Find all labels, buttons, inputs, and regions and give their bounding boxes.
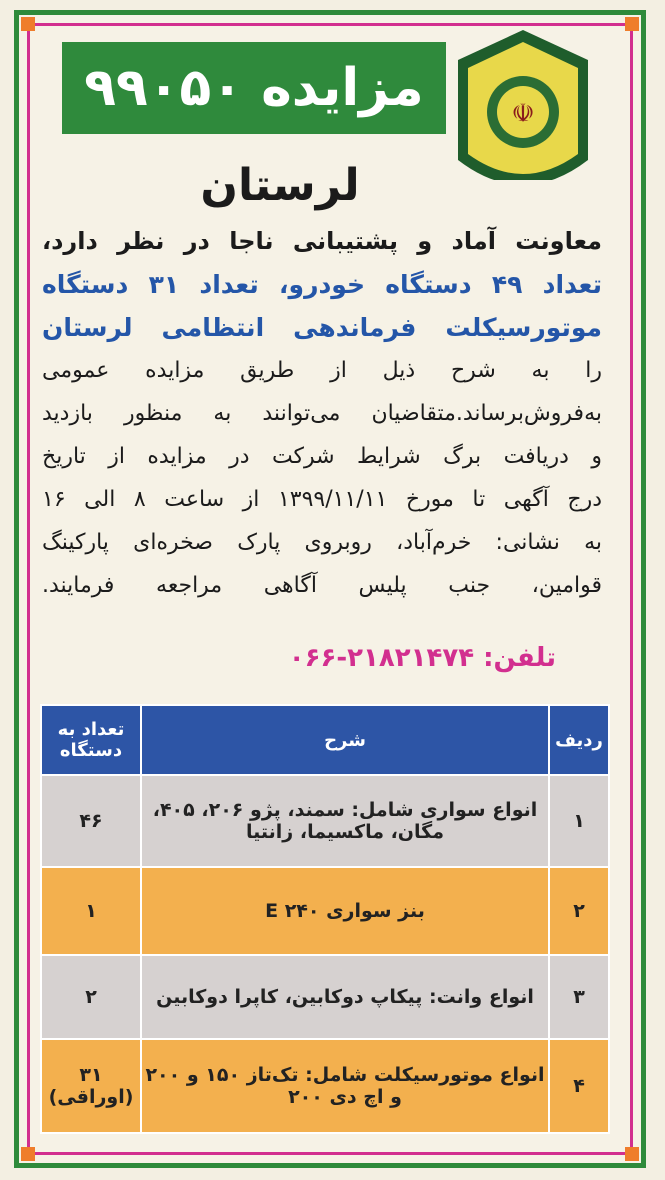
row-number: ۳ xyxy=(549,955,609,1039)
body-line: را به شرح ذیل از طریق مزایده عمومی xyxy=(42,358,602,383)
auction-title: مزایده ۹۹۰۵۰ xyxy=(84,58,424,118)
body-line: معاونت آماد و پشتیبانی ناجا در نظر دارد، xyxy=(42,227,602,255)
province-heading: لرستان xyxy=(200,160,360,211)
body-line: موتورسیکلت فرماندهی انتظامی لرستان xyxy=(42,313,602,342)
body-line: و دریافت برگ شرایط شرکت در مزایده از تاریخ xyxy=(42,444,602,469)
table-row xyxy=(41,955,609,1039)
body-line: تعداد ۴۹ دستگاه خودرو، تعداد ۳۱ دستگاه xyxy=(42,270,602,299)
row-description: انواع وانت: پیکاپ دوکابین، کاپرا دوکابین xyxy=(141,955,549,1039)
row-count: ۲ xyxy=(41,955,141,1039)
phone-number: تلفن: ۲۱۸۲۱۴۷۴-۰۶۶ xyxy=(288,643,556,673)
corner-ornament xyxy=(625,1147,639,1161)
svg-text:☫: ☫ xyxy=(511,99,535,129)
row-count: ۴۶ xyxy=(41,775,141,867)
police-logo-icon xyxy=(448,20,598,210)
corner-ornament xyxy=(21,1147,35,1161)
body-line: درج آگهی تا مورخ ۱۳۹۹/۱۱/۱۱ از ساعت ۸ الی ۱۶ xyxy=(42,487,602,512)
corner-ornament xyxy=(625,17,639,31)
row-count: ۱ xyxy=(41,867,141,955)
announcement-body xyxy=(42,220,602,607)
corner-ornament xyxy=(21,17,35,31)
body-line: به نشانی: خرم‌آباد، روبروی پارک صخره‌ای پارکینگ xyxy=(42,530,602,555)
table-row xyxy=(41,1039,609,1133)
header-count: تعداد به دستگاه xyxy=(41,705,141,775)
row-number: ۲ xyxy=(549,867,609,955)
row-description: انواع موتورسیکلت شامل: تک‌تاز ۱۵۰ و ۲۰۰ و اچ دی ۲۰۰ xyxy=(141,1039,549,1133)
row-count: ۳۱ (اوراقی) xyxy=(41,1039,141,1133)
table-row xyxy=(41,775,609,867)
body-line: قوامین، جنب پلیس آگاهی مراجعه فرمایند. xyxy=(42,573,602,598)
row-description: بنز سواری E ۲۴۰ xyxy=(141,867,549,955)
header-description: شرح xyxy=(141,705,549,775)
row-description: انواع سواری شامل: سمند، پژو ۲۰۶، ۴۰۵، مگان، ماکسیما، زانتیا xyxy=(141,775,549,867)
header-row-number: ردیف xyxy=(549,705,609,775)
table-header-row xyxy=(41,705,609,775)
row-number: ۱ xyxy=(549,775,609,867)
auction-title-band xyxy=(62,42,446,134)
items-table xyxy=(40,704,610,1134)
row-number: ۴ xyxy=(549,1039,609,1133)
table-row xyxy=(41,867,609,955)
body-line: به‌فروش‌برساند.متقاضیان می‌توانند به منظور بازدید xyxy=(42,401,602,426)
